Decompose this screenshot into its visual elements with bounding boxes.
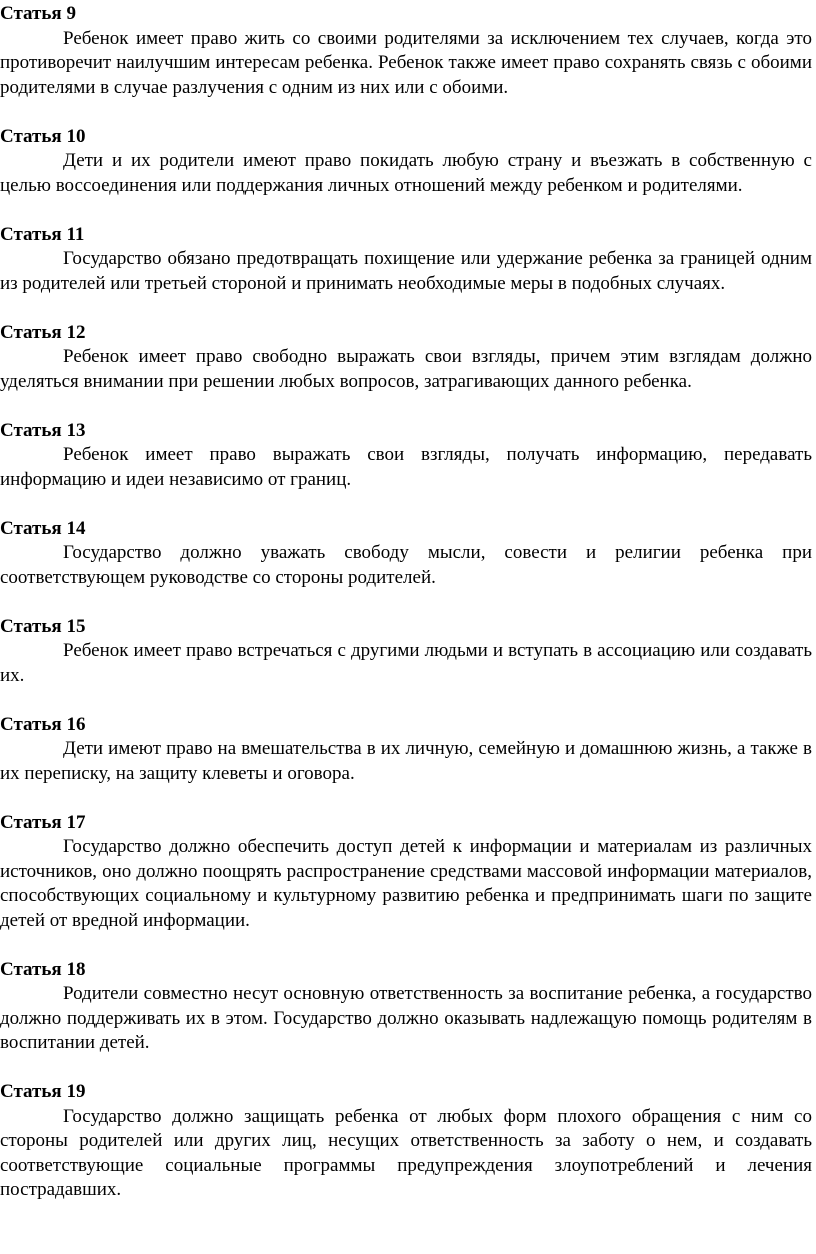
article-title: Статья 17 bbox=[0, 811, 86, 833]
article-19 bbox=[0, 1080, 812, 1203]
article-text: Государство обязано предотвращать похищение или удержание ребенка за границей одним из родителей или третьей стороной и принимать необходимые меры в подобных случаях. bbox=[0, 248, 812, 294]
article-text: Дети и их родители имеют право покидать любую страну и въезжать в собственную с целью воссоединения или поддержания личных отношений между ребенком и родителями. bbox=[0, 150, 812, 196]
article-text: Ребенок имеет право выражать свои взгляды, получать информацию, передавать информацию и идеи независимо от границ. bbox=[0, 444, 812, 490]
article-text: Государство должно защищать ребенка от любых форм плохого обращения с ним со стороны родителей или других лиц, несущих ответственность за заботу о нем, и создавать соответствующие социальные программы предупреждения злоупотреблений и лечения пострадавших. bbox=[0, 1105, 812, 1200]
article-text: Дети имеют право на вмешательства в их личную, семейную и домашнюю жизнь, а также в их переписку, на защиту клеветы и оговора. bbox=[0, 738, 812, 784]
article-title: Статья 13 bbox=[0, 419, 86, 441]
article-text: Государство должно обеспечить доступ детей к информации и материалам из различных источников, оно должно поощрять распространение средствами массовой информации материалов, способствующих социальному и культурному развитию ребенка и предпринимать шаги по защите детей от вредной информации. bbox=[0, 836, 812, 931]
article-text: Государство должно уважать свободу мысли, совести и религии ребенка при соответствующем руководстве со стороны родителей. bbox=[0, 542, 812, 588]
article-title: Статья 15 bbox=[0, 615, 86, 637]
article-11 bbox=[0, 223, 812, 297]
article-title: Статья 16 bbox=[0, 713, 86, 735]
article-13 bbox=[0, 419, 812, 493]
article-text: Ребенок имеет право жить со своими родителями за исключением тех случаев, когда это противоречит наилучшим интересам ребенка. Ребенок также имеет право сохранять связь с обоими родителями в случае разлучения с одним из них или с обоими. bbox=[0, 27, 812, 98]
article-text: Ребенок имеет право встречаться с другими людьми и вступать в ассоциацию или создавать их. bbox=[0, 640, 812, 686]
article-title: Статья 18 bbox=[0, 958, 86, 980]
article-9 bbox=[0, 2, 812, 100]
article-10 bbox=[0, 125, 812, 199]
article-text: Ребенок имеет право свободно выражать свои взгляды, причем этим взглядам должно уделяться внимании при решении любых вопросов, затрагивающих данного ребенка. bbox=[0, 346, 812, 392]
article-14 bbox=[0, 517, 812, 591]
article-title: Статья 12 bbox=[0, 321, 86, 343]
article-title: Статья 19 bbox=[0, 1081, 86, 1102]
article-12 bbox=[0, 321, 812, 395]
article-title: Статья 14 bbox=[0, 517, 86, 539]
article-title: Статья 11 bbox=[0, 223, 85, 245]
article-16 bbox=[0, 713, 812, 787]
article-text: Родители совместно несут основную ответственность за воспитание ребенка, а государство должно поддерживать их в этом. Государство должно оказывать надлежащую помощь родителям в воспитании детей. bbox=[0, 983, 812, 1053]
article-15 bbox=[0, 615, 812, 689]
article-17 bbox=[0, 811, 812, 934]
article-18 bbox=[0, 958, 812, 1056]
article-title: Статья 10 bbox=[0, 125, 86, 147]
article-title: Статья 9 bbox=[0, 3, 76, 24]
